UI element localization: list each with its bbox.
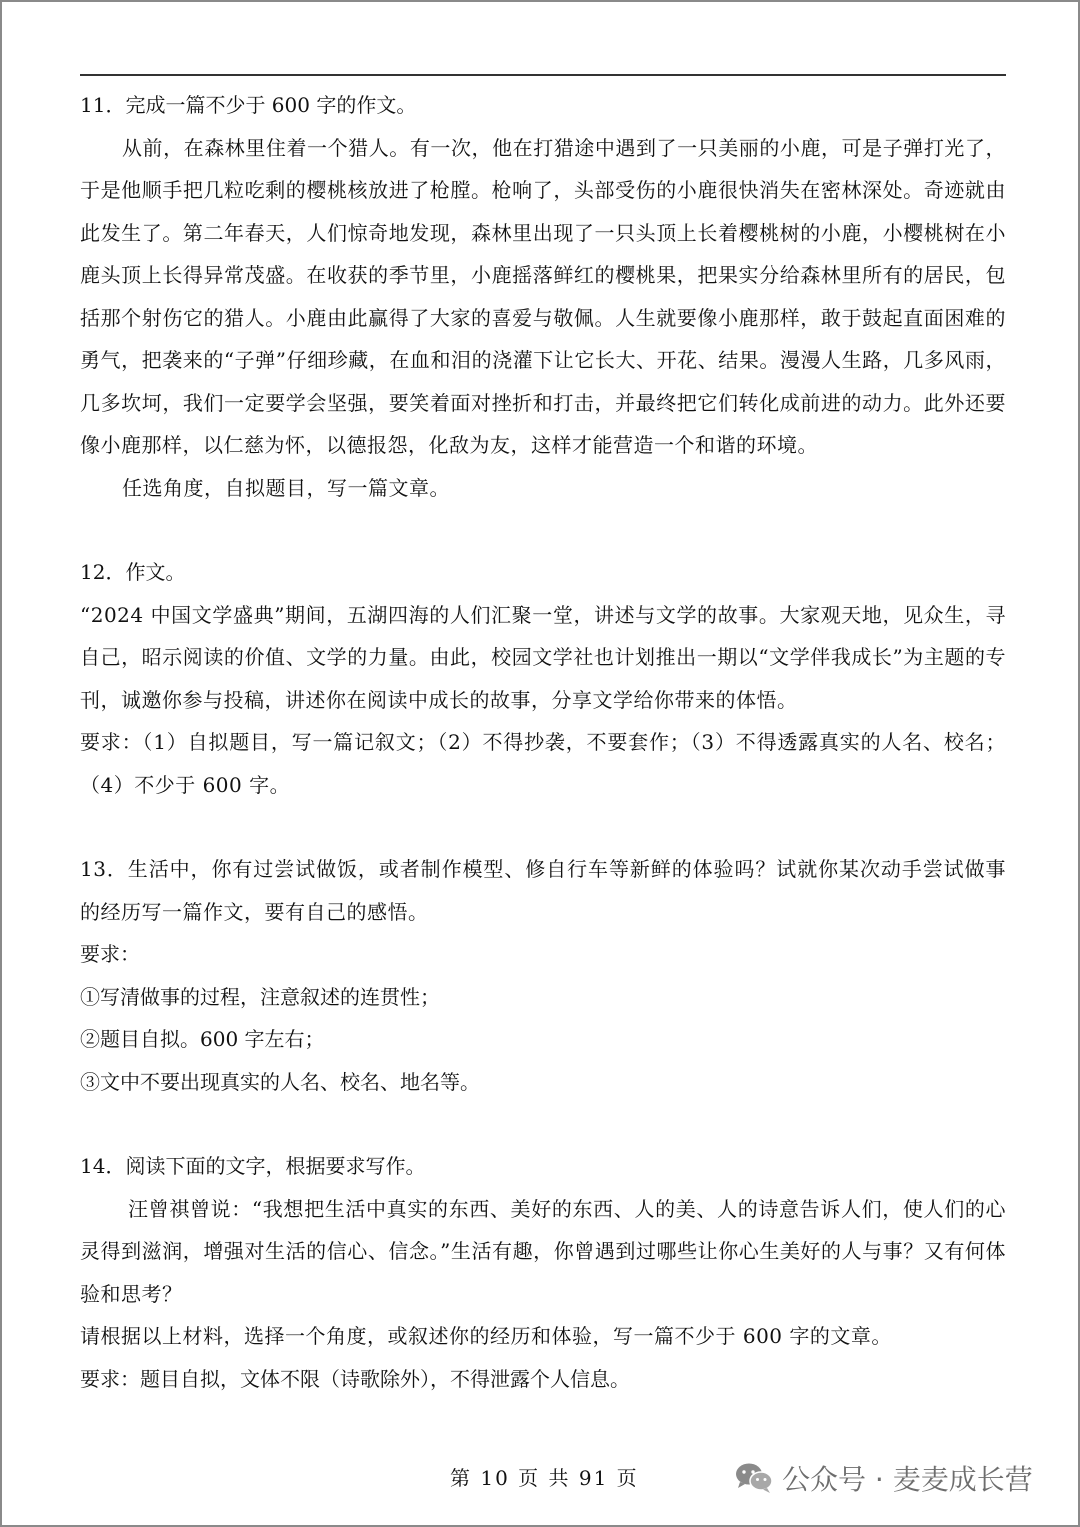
q14-title: 14．阅读下面的文字，根据要求写作。 — [80, 1154, 426, 1178]
q12-body: “2024 中国文学盛典”期间，五湖四海的人们汇聚一堂，讲述与文学的故事。大家观天地，见众生，寻自己，昭示阅读的价值、文学的力量。由此，校园文学社也计划推出一期以“文学伴我成长”为主题的专刊，诚邀你参与投稿，讲述你在阅读中成长的故事，分享文学给你带来的体悟。 — [80, 602, 1006, 712]
watermark-text: 公众号 · 麦麦成长营 — [782, 1463, 1033, 1496]
q14-instruction: 请根据以上材料，选择一个角度，或叙述你的经历和体验，写一篇不少于 600 字的文章。 — [80, 1324, 892, 1348]
q11-body: 从前，在森林里住着一个猎人。有一次，他在打猎途中遇到了一只美丽的小鹿，可是子弹打光了，于是他顺手把几粒吃剩的樱桃核放进了枪膛。枪响了，头部受伤的小鹿很快消失在密林深处。奇迹就由此发生了。第二年春天，人们惊奇地发现，森林里出现了一只头顶上长着樱桃树的小鹿，小樱桃树在小鹿头顶上长得异常茂盛。在收获的季节里，小鹿摇落鲜红的樱桃果，把果实分给森林里所有的居民，包括那个射伤它的猎人。小鹿由此赢得了大家的喜爱与敬佩。人生就要像小鹿那样，敢于鼓起直面困难的勇气，把袭来的“子弹”仔细珍藏，在血和泪的浇灌下让它长大、开花、结果。漫漫人生路，几多风雨，几多坎坷，我们一定要学会坚强，要笑着面对挫折和打击，并最终把它们转化成前进的动力。此外还要像小鹿那样，以仁慈为怀，以德报怨，化敌为友，这样才能营造一个和谐的环境。 — [80, 135, 1006, 457]
q12-title: 12．作文。 — [80, 560, 186, 584]
page-number: 第 10 页 共 91 页 — [450, 1466, 639, 1490]
watermark — [734, 1458, 1033, 1498]
q11-instruction: 任选角度，自拟题目，写一篇文章。 — [122, 475, 450, 500]
q14-body: 汪曾祺曾说：“我想把生活中真实的东西、美好的东西、人的美、人的诗意告诉人们，使人们的心灵得到滋润，增强对生活的信心、信念。”生活有趣，你曾遇到过哪些让你心生美好的人与事？又有何体验和思考？ — [80, 1196, 1006, 1306]
document-content — [80, 84, 1006, 1400]
spacer — [80, 806, 1006, 848]
q13-req-3: ③文中不要出现真实的人名、校名、地名等。 — [80, 1069, 480, 1094]
q14-requirements: 要求：题目自拟，文体不限（诗歌除外），不得泄露个人信息。 — [80, 1366, 630, 1391]
q12-requirements: 要求：（1）自拟题目，写一篇记叙文；（2）不得抄袭，不要套作；（3）不得透露真实的人名、校名；（4）不少于 600 字。 — [80, 730, 1006, 797]
q13-req-2: ②题目自拟。600 字左右； — [80, 1027, 325, 1051]
header-rule — [80, 74, 1006, 76]
q11-title: 11．完成一篇不少于 600 字的作文。 — [80, 93, 417, 117]
q13-req-1: ①写清做事的过程，注意叙述的连贯性； — [80, 984, 440, 1009]
spacer — [80, 1103, 1006, 1145]
page-footer — [2, 1458, 1080, 1498]
q13-req-label: 要求： — [80, 942, 140, 966]
spacer — [80, 509, 1006, 551]
wechat-icon — [734, 1461, 774, 1495]
q13-title: 13．生活中，你有过尝试做饭，或者制作模型、修自行车等新鲜的体验吗？试就你某次动手尝试做事的经历写一篇作文，要有自己的感悟。 — [80, 857, 1006, 924]
